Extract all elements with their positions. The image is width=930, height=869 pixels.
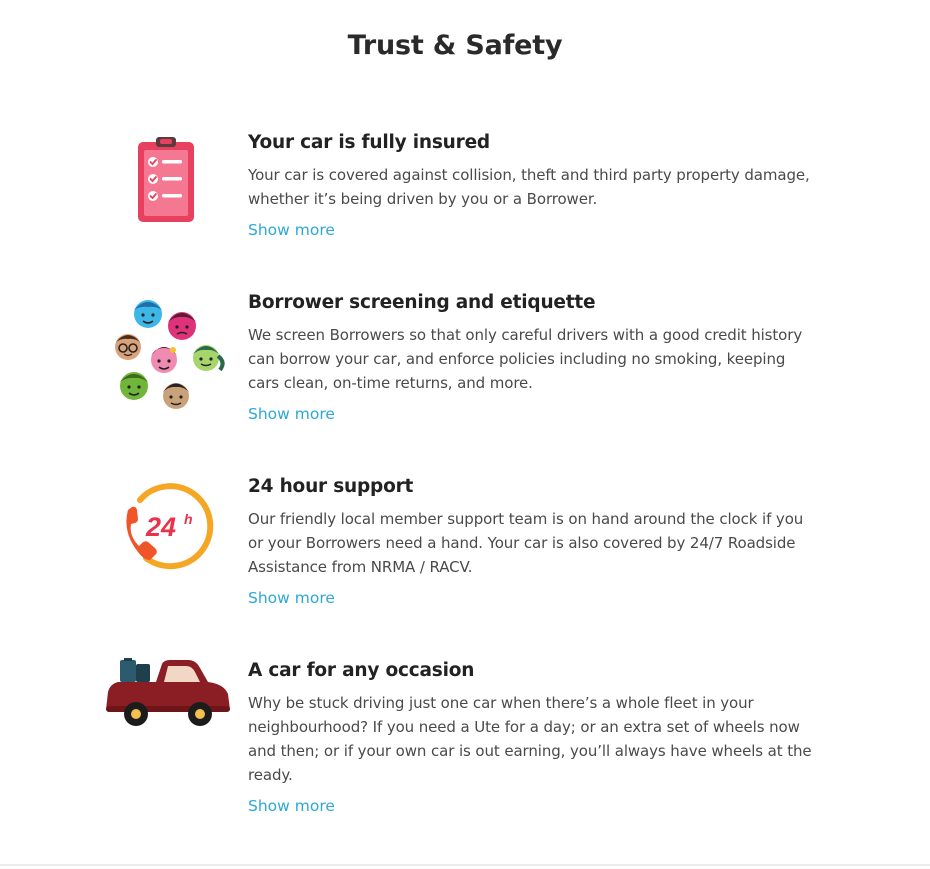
feature-title: 24 hour support	[248, 476, 414, 497]
borrower-faces-icon	[110, 294, 226, 412]
feature-description: Why be stuck driving just one car when there’s a whole fleet in your neighbourhood? If you need a Ute for a day; or an extra set of wheels now and then; or if your own car is out earning, you’ll always have wheels at the ready.	[248, 694, 812, 784]
show-more-link[interactable]: Show more	[248, 405, 335, 423]
svg-text:24: 24	[146, 512, 177, 542]
feature-description: Our friendly local member support team is on hand around the clock if you or your Borrowers need a hand. Your car is also covered by 24/7 Roadside Assistance from NRMA / RACV.	[248, 510, 804, 576]
feature-text	[248, 130, 818, 239]
feature-title: A car for any occasion	[248, 660, 475, 681]
svg-text:h: h	[184, 511, 193, 527]
loaded-car-icon	[104, 658, 232, 730]
feature-description: Your car is covered against collision, theft and third party property damage, whether it’s being driven by you or a Borrower.	[248, 166, 810, 208]
feature-title: Your car is fully insured	[248, 132, 490, 153]
24-hour-phone-icon	[120, 482, 214, 570]
feature-description: We screen Borrowers so that only careful drivers with a good credit history can borrow your car, and enforce policies including no smoking, keeping cars clean, on-time returns, and more.	[248, 326, 803, 392]
divider	[0, 864, 930, 866]
show-more-link[interactable]: Show more	[248, 221, 335, 239]
show-more-link[interactable]: Show more	[248, 797, 335, 815]
feature-text	[248, 474, 818, 607]
feature-title: Borrower screening and etiquette	[248, 292, 596, 313]
clipboard-checklist-icon	[136, 136, 198, 224]
show-more-link[interactable]: Show more	[248, 589, 335, 607]
page-title: Trust & Safety	[347, 30, 563, 61]
feature-text	[248, 658, 818, 815]
feature-text	[248, 290, 818, 423]
